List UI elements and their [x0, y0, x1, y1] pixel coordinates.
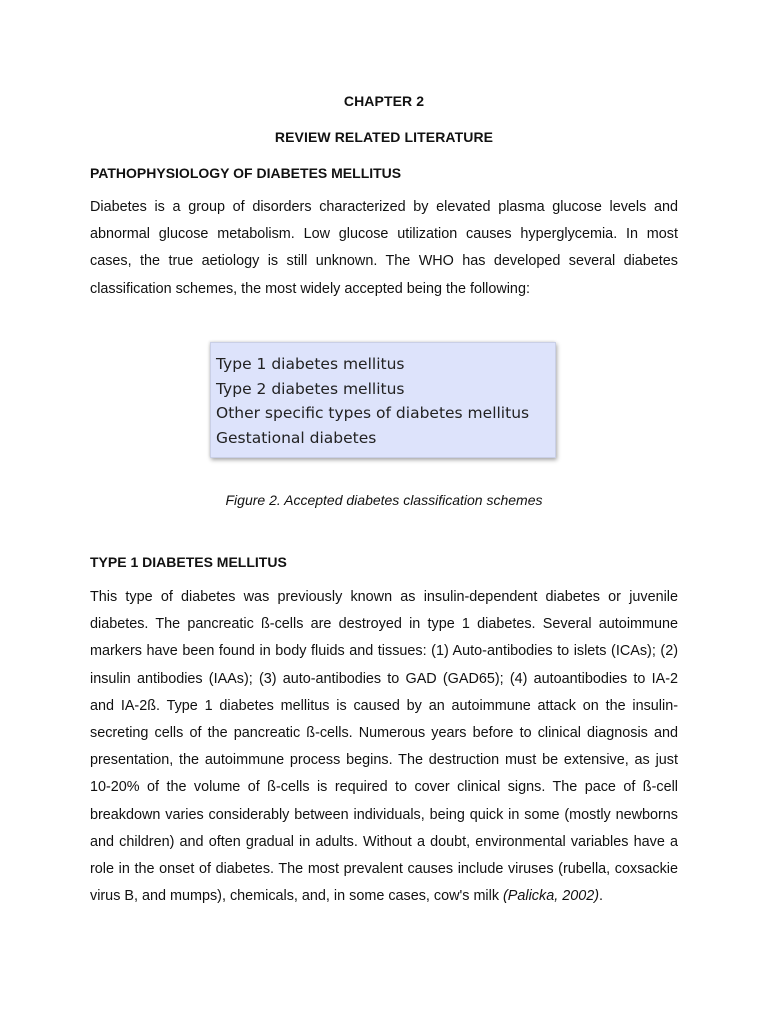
type1-paragraph [90, 584, 678, 910]
classification-figure [210, 342, 556, 458]
chapter-heading: CHAPTER 2 [343, 93, 425, 109]
classification-item: Type 1 diabetes mellitus [216, 355, 405, 373]
paragraph-end-punctuation: . [599, 888, 604, 905]
classification-item: Type 2 diabetes mellitus [216, 379, 405, 398]
section-heading-pathophysiology: PATHOPHYSIOLOGY OF DIABETES MELLITUS [90, 165, 402, 181]
citation: (Palicka, 2002) [503, 888, 600, 905]
section-heading-type1: TYPE 1 DIABETES MELLITUS [90, 554, 287, 570]
chapter-title: REVIEW RELATED LITERATURE [274, 129, 494, 145]
classification-item: Other specific types of diabetes mellitus [216, 404, 530, 422]
type1-paragraph-text: This type of diabetes was previously known as insulin-dependent diabetes or juvenile diabetes. The pancreatic ß-cells are destroyed in type 1 diabetes. Several autoimmune markers have been found in body fluids and tissues: (1) Auto-antibodies to islets (ICAs); (2) insulin antibodies (IAAs); (3) auto-antibodies to GAD (GAD65); (4) autoantibodies to IA-2 and IA-2ß. Type 1 diabetes mellitus is caused by an autoimmune attack on the insulin-secreting cells of the pancreatic ß-cells. Numerous years before to clinical diagnosis and presentation, the autoimmune process begins. The destruction must be extensive, as just 10-20% of the volume of ß-cells is required to cover clinical signs. The pace of ß-cell breakdown varies considerably between individuals, being quick in some (mostly newborns and children) and often gradual in adults. Without a doubt, environmental variables have a role in the onset of diabetes. The most prevalent causes include viruses (rubella, coxsackie virus B, and mumps), chemicals, and, in some cases, cow's milk [90, 589, 678, 905]
pathophysiology-paragraph: Diabetes is a group of disorders characterized by elevated plasma glucose levels and abnormal glucose metabolism. Low glucose utilization causes hyperglycemia. In most cases, the true aetiology is still unknown. The WHO has developed several diabetes classification schemes, the most widely accepted being the following: [90, 199, 678, 297]
classification-item: Gestational diabetes [216, 428, 377, 447]
figure-caption: Figure 2. Accepted diabetes classification schemes [225, 492, 543, 508]
